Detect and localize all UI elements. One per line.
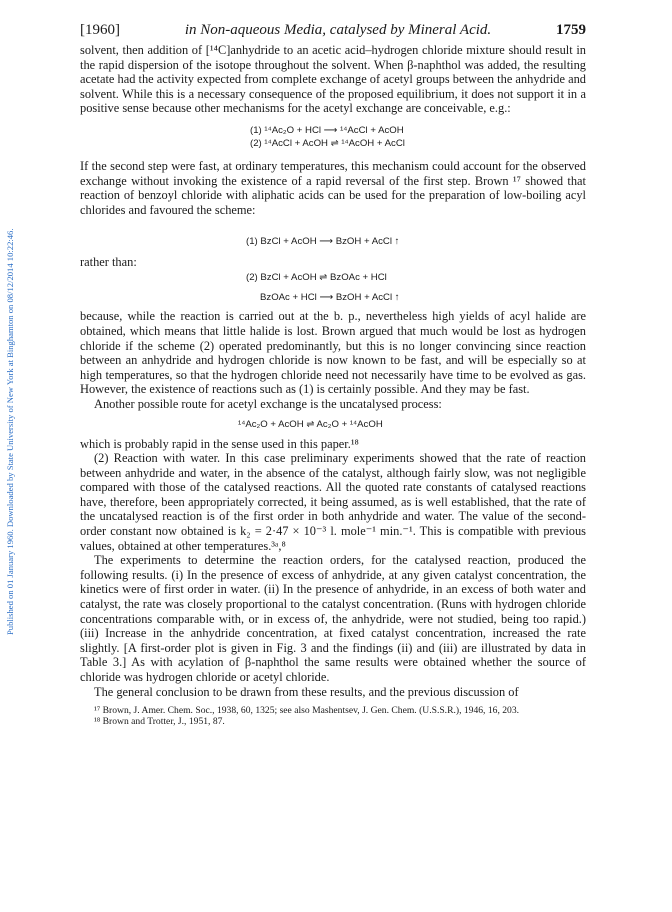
equation-line: (2) ¹⁴AcCl + AcOH ⇌ ¹⁴AcOH + AcCl	[250, 137, 405, 149]
equation-line: (1) BzCl + AcOH ⟶ BzOH + AcCl ↑	[246, 236, 400, 248]
rather-than-label: rather than:	[80, 255, 137, 270]
equation-line: (2) BzCl + AcOH ⇌ BzOAc + HCl	[246, 272, 387, 284]
publication-sidebar	[0, 0, 18, 912]
paragraph-3: because, while the reaction is carried out at the b. p., nevertheless high yields of acyl halide are obtained, which means that little halide is lost. Brown argued that much would be lost as hydrogen chloride if the scheme (2) operated predominantly, but this is no longer convincing since reaction between an anhydride and hydrogen chloride is now known to be fast, and will be especially so at high temperatures, so that the hydrogen chloride need not necessarily have time to be evolved as gas. However, the existence of reactions such as (1) is certainly possible. And they may be fast.	[80, 309, 586, 397]
page-body	[80, 22, 586, 727]
equation-line: BzOAc + HCl ⟶ BzOH + AcCl ↑	[260, 292, 400, 304]
paragraph-2: If the second step were fast, at ordinary temperatures, this mechanism could account for the observed exchange without invoking the existence of a rapid reversal of the first step. Brown ¹⁷ showed that reaction of benzoyl chloride with aliphatic acids can be used for the preparation of low-boiling acyl chlorides and favoured the scheme:	[80, 158, 586, 217]
header-year: [1960]	[80, 22, 120, 38]
equation-block-acetyl	[250, 124, 586, 150]
sidebar-text: Published on 01 January 1960. Downloaded by State University of New York at Binghamton on 08/12/2014 10:22:46.	[5, 228, 15, 635]
paragraph-5: which is probably rapid in the sense used in this paper.¹⁸	[80, 436, 359, 451]
header-title: in Non-aqueous Media, catalysed by Mineral Acid.	[184, 22, 492, 38]
equation-block-benzoyl	[80, 231, 586, 309]
running-header	[80, 22, 586, 39]
equation-uncatalysed: ¹⁴Ac₂O + AcOH ⇌ Ac₂O + ¹⁴AcOH	[238, 418, 383, 430]
paragraph-8: The general conclusion to be drawn from these results, and the previous discussion of	[94, 684, 519, 699]
paragraph-4: Another possible route for acetyl exchange is the uncatalysed process:	[94, 396, 442, 411]
paragraph-1: solvent, then addition of [¹⁴C]anhydride to an acetic acid–hydrogen chloride mixture should result in the rapid dispersion of the isotope throughout the solvent. When β-naphthol was added, the resulting acetate had the activity expected from complete exchange of acetyl groups between the anhydride and solvent. While this is a necessary consequence of the proposed equilibrium, it does not support it in a positive sense because other mechanisms for the acetyl exchange are conceivable, e.g.:	[80, 43, 586, 116]
equation-line: (1) ¹⁴Ac₂O + HCl ⟶ ¹⁴AcCl + AcOH	[250, 124, 404, 136]
footnote-18: ¹⁸ Brown and Trotter, J., 1951, 87.	[94, 716, 225, 728]
footnote-17: ¹⁷ Brown, J. Amer. Chem. Soc., 1938, 60, 1325; see also Mashentsev, J. Gen. Chem. (U.S.S.R.), 1946, 16, 203.	[94, 705, 520, 717]
paragraph-7: The experiments to determine the reaction orders, for the catalysed reaction, produced the following results. (i) In the presence of excess of anhydride, at any given catalyst concentration, the kinetics were of first order in water. (ii) In the presence of anhydride, in an excess of both water and catalyst, the rate was closely proportional to the catalyst concentration. (Runs with hydrogen chloride concentrations comparable with, or in excess of, the anhydride, were not studied, being too rapid.) (iii) Increase in the anhydride concentration, at fixed catalyst concentration, increased the rate slightly. [A first-order plot is given in Fig. 3 and the findings (ii) and (iii) are illustrated by data in Table 3.] As with acylation of β-naphthol the same results were obtained whether the source of chloride was hydrogen chloride or acetyl chloride.	[80, 553, 586, 684]
paragraph-6: (2) Reaction with water. In this case preliminary experiments showed that the rate of reaction between anhydride and water, in the absence of the catalyst, although fairly slow, was not negligible compared with those of the catalysed reactions. All the quoted rate constants of catalysed reactions have, therefore, been appropriately corrected, it being assumed, as is well established, that the rate of the uncatalysed reaction is of the first order in both anhydride and water. The value of the second-order constant now obtained is k₂ = 2·47 × 10⁻³ l. mole⁻¹ min.⁻¹. This is compatible with previous values, obtained at other temperatures.³ᵃ,⁸	[80, 451, 586, 553]
footnotes	[80, 705, 586, 727]
page-number: 1759	[555, 22, 586, 38]
